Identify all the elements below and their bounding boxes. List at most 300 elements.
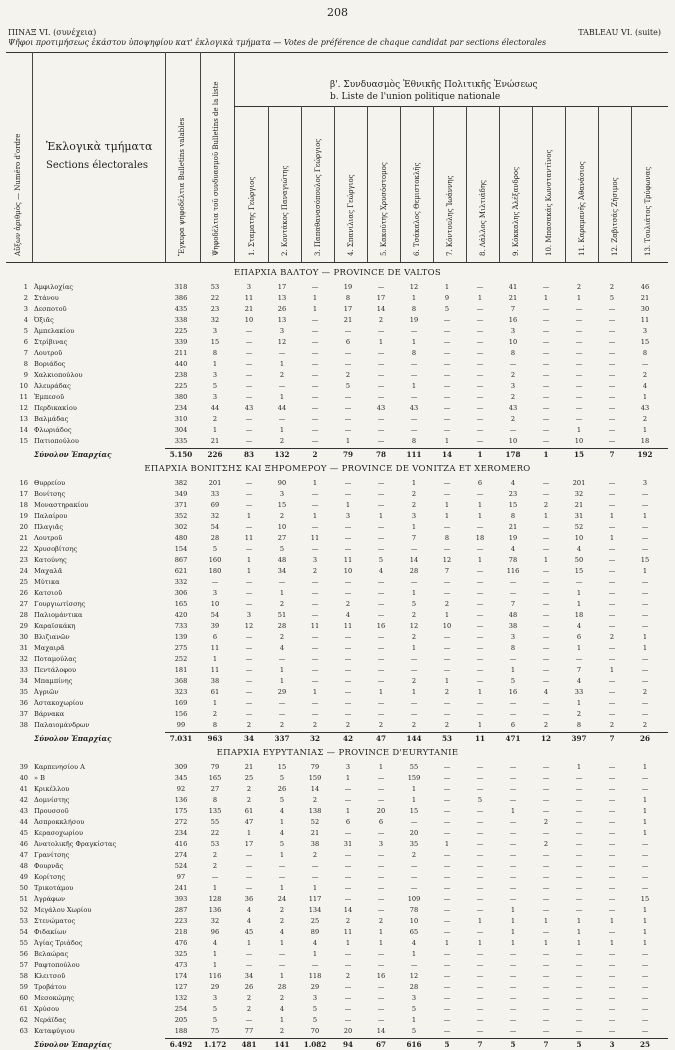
cell-value: — xyxy=(608,873,616,881)
cell-value: — xyxy=(608,327,616,335)
cell-value: 1 xyxy=(378,512,384,520)
cell-value: 4 xyxy=(312,939,318,947)
cell-value: 1 xyxy=(279,1016,285,1024)
cell-value: — xyxy=(311,862,319,870)
cell-value: 2 xyxy=(246,785,252,793)
section-name: Ποταμούλας xyxy=(34,655,77,663)
cell-value: — xyxy=(344,655,352,663)
cell-value: — xyxy=(509,699,517,707)
cell-value: 2 xyxy=(279,600,285,608)
cell-value: 47 xyxy=(244,818,254,826)
cell-value: — xyxy=(542,600,550,608)
section-name: Κορίτσης xyxy=(34,873,66,881)
cell-value: 15 xyxy=(210,338,220,346)
cell-value: 1 xyxy=(609,666,615,674)
cell-value: 188 xyxy=(174,1027,188,1035)
cell-value: — xyxy=(443,950,451,958)
cell-value: — xyxy=(377,600,385,608)
cell-value: 31 xyxy=(574,512,584,520)
cell-value: 5 xyxy=(312,1016,318,1024)
cell-value: 1 xyxy=(642,829,648,837)
cell-value: — xyxy=(344,360,352,368)
cell-value: 12 xyxy=(540,734,551,743)
cell-value: 21 xyxy=(640,294,650,302)
cell-value: 3 xyxy=(411,512,417,520)
cell-value: 287 xyxy=(174,906,188,914)
cell-value: — xyxy=(245,633,253,641)
cell-value: 335 xyxy=(174,437,188,445)
cell-value: — xyxy=(575,983,583,991)
cell-value: 32 xyxy=(210,316,220,324)
cell-value: — xyxy=(245,710,253,718)
cell-value: 2 xyxy=(609,283,615,291)
cell-value: — xyxy=(476,807,484,815)
cell-value: 4 xyxy=(279,829,285,837)
cell-value: — xyxy=(542,633,550,641)
cell-value: — xyxy=(575,906,583,914)
sections-header-gr: Ἐκλογικὰ τμήματα xyxy=(46,140,153,153)
cell-value: 29 xyxy=(210,983,220,991)
cell-value: 6 xyxy=(510,721,516,729)
cell-value: — xyxy=(575,994,583,1002)
section-name: Κλειτσοῦ xyxy=(34,972,66,980)
cell-value: 3 xyxy=(510,382,516,390)
cell-value: 8 xyxy=(212,796,218,804)
cell-value: 1 xyxy=(510,666,516,674)
cell-value: — xyxy=(245,644,253,652)
section-name: Ὀξιᾶς xyxy=(34,316,54,324)
cell-value: 2 xyxy=(312,796,318,804)
cell-value: 136 xyxy=(174,796,188,804)
cell-value: — xyxy=(344,950,352,958)
cell-value: 416 xyxy=(174,840,188,848)
cell-value: — xyxy=(542,611,550,619)
row-number: 22 xyxy=(19,545,28,553)
cell-value: — xyxy=(443,360,451,368)
section-name: Μύτικα xyxy=(34,578,60,586)
cell-value: 2 xyxy=(378,917,384,925)
cell-value: 8 xyxy=(444,534,450,542)
cell-value: — xyxy=(377,873,385,881)
cell-value: — xyxy=(509,578,517,586)
cell-value: 2 xyxy=(345,972,351,980)
cell-value: 4 xyxy=(510,479,516,487)
table-row xyxy=(0,828,675,839)
section-name: Φλωριάδος xyxy=(34,426,72,434)
cell-value: 1 xyxy=(246,512,252,520)
cell-value: — xyxy=(608,774,616,782)
row-number: 40 xyxy=(19,774,28,782)
cell-value: 2 xyxy=(543,721,549,729)
cell-value: — xyxy=(575,371,583,379)
cell-value: — xyxy=(377,699,385,707)
cell-value: 7 xyxy=(609,450,615,459)
cell-value: 1 xyxy=(642,512,648,520)
cell-value: 38 xyxy=(210,677,220,685)
cell-value: — xyxy=(410,873,418,881)
cell-value: — xyxy=(344,862,352,870)
cell-value: 2 xyxy=(543,818,549,826)
cell-value: — xyxy=(509,840,517,848)
cell-value: — xyxy=(344,829,352,837)
cell-value: — xyxy=(476,523,484,531)
cell-value: — xyxy=(377,534,385,542)
cell-value: 3 xyxy=(510,633,516,641)
cell-value: 1 xyxy=(609,917,615,925)
row-number: 19 xyxy=(19,512,28,520)
cell-value: 1 xyxy=(312,479,318,487)
cell-value: — xyxy=(443,862,451,870)
cell-value: — xyxy=(575,393,583,401)
cell-value: 94 xyxy=(342,1040,353,1049)
cell-value: — xyxy=(377,884,385,892)
cell-value: — xyxy=(575,840,583,848)
cell-value: — xyxy=(509,895,517,903)
cell-value: — xyxy=(608,360,616,368)
cell-value: 10 xyxy=(210,600,220,608)
cell-value: 1 xyxy=(642,393,648,401)
table-row xyxy=(0,522,675,533)
cell-value: — xyxy=(245,1016,253,1024)
cell-value: — xyxy=(608,338,616,346)
cell-value: 1 xyxy=(642,796,648,804)
row-number: 18 xyxy=(19,501,28,509)
cell-value: 226 xyxy=(207,450,223,459)
cell-value: 1 xyxy=(576,939,582,947)
cell-value: 1 xyxy=(642,567,648,575)
cell-value: 1 xyxy=(510,939,516,947)
cell-value: 1 xyxy=(212,655,218,663)
cell-value: 4 xyxy=(411,939,417,947)
cell-value: — xyxy=(542,895,550,903)
candidate-header: 12. Ζαβιτσάς Ζήσιμος xyxy=(611,177,619,256)
header-top-rule xyxy=(6,52,668,53)
cell-value: 33 xyxy=(574,688,584,696)
cell-value: — xyxy=(476,305,484,313)
cell-value: 26 xyxy=(639,734,650,743)
cell-value: 1 xyxy=(279,360,285,368)
row-number: 52 xyxy=(19,906,28,914)
table-row xyxy=(0,555,675,566)
row-number: 5 xyxy=(23,327,28,335)
row-number: 56 xyxy=(19,950,28,958)
cell-value: — xyxy=(443,382,451,390)
cell-value: — xyxy=(311,360,319,368)
cell-value: — xyxy=(377,677,385,685)
cell-value: — xyxy=(245,600,253,608)
cell-value: 1 xyxy=(609,534,615,542)
cell-value: 7 xyxy=(609,734,615,743)
cell-value: — xyxy=(476,666,484,674)
cell-value: 1 xyxy=(378,688,384,696)
cell-value: — xyxy=(377,655,385,663)
cell-value: 223 xyxy=(174,917,188,925)
cell-value: 92 xyxy=(176,785,186,793)
cell-value: 2 xyxy=(411,490,417,498)
cell-value: 1 xyxy=(510,906,516,914)
cell-value: 211 xyxy=(174,349,188,357)
cell-value: — xyxy=(245,501,253,509)
cell-value: 1 xyxy=(312,688,318,696)
cell-value: 54 xyxy=(210,611,220,619)
cell-value: — xyxy=(542,523,550,531)
cell-value: 3 xyxy=(609,1040,615,1049)
cell-value: — xyxy=(377,545,385,553)
table-row xyxy=(0,599,675,610)
cell-value: — xyxy=(344,415,352,423)
cell-value: 127 xyxy=(174,983,188,991)
cell-value: — xyxy=(311,611,319,619)
cell-value: 1 xyxy=(576,644,582,652)
cell-value: — xyxy=(311,393,319,401)
section-name: Γουργιωτίσσης xyxy=(34,600,86,608)
cell-value: 2 xyxy=(609,721,615,729)
cell-value: — xyxy=(608,972,616,980)
cell-value: — xyxy=(443,316,451,324)
cell-value: 26 xyxy=(277,785,287,793)
cell-value: — xyxy=(542,534,550,542)
cell-value: 1 xyxy=(444,501,450,509)
cell-value: 1 xyxy=(510,917,516,925)
cell-value: 23 xyxy=(508,490,518,498)
cell-value: 476 xyxy=(174,939,188,947)
cell-value: 181 xyxy=(174,666,188,674)
section-name: Βλιζιανῶν xyxy=(34,633,70,641)
cell-value: — xyxy=(311,578,319,586)
cell-value: 1 xyxy=(345,774,351,782)
cell-value: 234 xyxy=(174,829,188,837)
cell-value: 3 xyxy=(212,589,218,597)
row-number: 38 xyxy=(19,721,28,729)
cell-value: 1 xyxy=(444,283,450,291)
cell-value: 5 xyxy=(510,677,516,685)
candidate-header: 5. Κακούτης Χρυσόστομος xyxy=(380,162,388,256)
cell-value: — xyxy=(476,371,484,379)
cell-value: 4 xyxy=(279,644,285,652)
cell-value: 28 xyxy=(277,622,287,630)
cell-value: 18 xyxy=(475,534,485,542)
sections-header-fr: Sections électorales xyxy=(46,160,149,171)
cell-value: 2 xyxy=(444,721,450,729)
cell-value: 6 xyxy=(345,338,351,346)
cell-value: — xyxy=(311,382,319,390)
cell-value: — xyxy=(245,677,253,685)
cell-value: 165 xyxy=(208,774,222,782)
table-row xyxy=(0,414,675,425)
cell-value: — xyxy=(608,644,616,652)
section-name: Θυρρείου xyxy=(34,479,66,487)
cell-value: — xyxy=(608,622,616,630)
cell-value: — xyxy=(509,873,517,881)
section-name: Μοναστηρακίου xyxy=(34,501,89,509)
cell-value: — xyxy=(278,382,286,390)
cell-value: 89 xyxy=(310,928,320,936)
cell-value: — xyxy=(344,851,352,859)
cell-value: — xyxy=(641,622,649,630)
cell-value: 21 xyxy=(244,305,254,313)
cell-value: 21 xyxy=(508,523,518,531)
cell-value: 1 xyxy=(345,939,351,947)
section-name: Στενώματος xyxy=(34,917,76,925)
table-row xyxy=(0,337,675,348)
cell-value: 28 xyxy=(409,983,419,991)
cell-value: 52 xyxy=(574,523,584,531)
cell-value: — xyxy=(410,655,418,663)
cell-value: — xyxy=(542,283,550,291)
cell-value: — xyxy=(443,666,451,674)
cell-value: — xyxy=(542,479,550,487)
cell-value: 17 xyxy=(244,840,254,848)
cell-value: — xyxy=(211,578,219,586)
table-row xyxy=(0,949,675,960)
cell-value: — xyxy=(542,655,550,663)
cell-value: 14 xyxy=(441,450,452,459)
cell-value: — xyxy=(410,415,418,423)
row-number: 59 xyxy=(19,983,28,991)
cell-value: 345 xyxy=(174,774,188,782)
cell-value: — xyxy=(608,862,616,870)
cell-value: — xyxy=(410,818,418,826)
cell-value: — xyxy=(344,479,352,487)
cell-value: — xyxy=(641,961,649,969)
cell-value: 1 xyxy=(543,512,549,520)
cell-value: 8 xyxy=(411,349,417,357)
cell-value: — xyxy=(641,611,649,619)
cell-value: 23 xyxy=(210,305,220,313)
cell-value: 1 xyxy=(246,567,252,575)
cell-value: — xyxy=(443,479,451,487)
cell-value: — xyxy=(344,1016,352,1024)
cell-value: 2 xyxy=(411,611,417,619)
cell-value: — xyxy=(311,316,319,324)
cell-value: — xyxy=(476,906,484,914)
cell-value: 2 xyxy=(246,796,252,804)
cell-value: — xyxy=(575,796,583,804)
cell-value: 7.031 xyxy=(169,734,193,743)
cell-value: — xyxy=(443,763,451,771)
cell-value: 15 xyxy=(640,895,650,903)
cell-value: — xyxy=(344,644,352,652)
cell-value: 2 xyxy=(246,994,252,1002)
cell-value: 1 xyxy=(411,644,417,652)
cell-value: 1 xyxy=(477,688,483,696)
section-name: Στάνου xyxy=(34,294,59,302)
cell-value: — xyxy=(542,316,550,324)
cell-value: — xyxy=(641,862,649,870)
row-number: 50 xyxy=(19,884,28,892)
section-name: Ἀστακοχωρίου xyxy=(34,699,84,707)
cell-value: — xyxy=(641,655,649,663)
table-row xyxy=(0,698,675,709)
cell-value: — xyxy=(443,796,451,804)
cell-value: 8 xyxy=(576,721,582,729)
cell-value: — xyxy=(443,994,451,1002)
cell-value: — xyxy=(443,829,451,837)
section-name: Χαλκιοπούλου xyxy=(34,371,83,379)
cell-value: — xyxy=(344,490,352,498)
cell-value: — xyxy=(509,829,517,837)
cell-value: 48 xyxy=(277,556,287,564)
cell-value: — xyxy=(344,895,352,903)
cell-value: 963 xyxy=(207,734,223,743)
cell-value: 1 xyxy=(212,699,218,707)
cell-value: 3 xyxy=(212,994,218,1002)
cell-value: 5 xyxy=(345,382,351,390)
cell-value: — xyxy=(608,578,616,586)
cell-value: 5 xyxy=(510,1040,516,1049)
cell-value: — xyxy=(608,818,616,826)
cell-value: 2 xyxy=(444,600,450,608)
cell-value: 272 xyxy=(174,818,188,826)
cell-value: — xyxy=(575,818,583,826)
cell-value: 440 xyxy=(174,360,188,368)
cell-value: — xyxy=(575,950,583,958)
cell-value: — xyxy=(245,523,253,531)
cell-value: — xyxy=(509,884,517,892)
cell-value: — xyxy=(476,655,484,663)
row-number: 6 xyxy=(23,338,28,346)
cell-value: — xyxy=(641,1005,649,1013)
cell-value: — xyxy=(509,851,517,859)
cell-value: 109 xyxy=(407,895,421,903)
cell-value: — xyxy=(476,393,484,401)
cell-value: — xyxy=(377,490,385,498)
cell-value: 19 xyxy=(508,534,518,542)
cell-value: — xyxy=(377,950,385,958)
cell-value: — xyxy=(476,382,484,390)
cell-value: 21 xyxy=(310,829,320,837)
cell-value: 15 xyxy=(573,450,584,459)
cell-value: 12 xyxy=(409,622,419,630)
cell-value: 116 xyxy=(506,567,520,575)
section-name: Προυσσοῦ xyxy=(34,807,69,815)
cell-value: 3 xyxy=(246,283,252,291)
table-row xyxy=(0,511,675,522)
cell-value: — xyxy=(344,523,352,531)
cell-value: 8 xyxy=(510,349,516,357)
section-name: Δομνίστης xyxy=(34,796,70,804)
cell-value: — xyxy=(542,710,550,718)
cell-value: 1 xyxy=(279,851,285,859)
cell-value: 97 xyxy=(176,873,186,881)
cell-value: 1 xyxy=(444,677,450,685)
cell-value: 867 xyxy=(174,556,188,564)
cell-value: — xyxy=(311,655,319,663)
cell-value: 2 xyxy=(345,917,351,925)
cell-value: — xyxy=(311,644,319,652)
cell-value: 43 xyxy=(376,404,386,412)
table-row xyxy=(0,381,675,392)
table-row xyxy=(0,370,675,381)
cell-value: — xyxy=(641,490,649,498)
cell-value: — xyxy=(509,994,517,1002)
cell-value: 352 xyxy=(174,512,188,520)
cell-value: — xyxy=(608,994,616,1002)
row-number: 14 xyxy=(19,426,28,434)
cell-value: 11 xyxy=(310,622,320,630)
cell-value: 1 xyxy=(642,818,648,826)
cell-value: 28 xyxy=(409,567,419,575)
cell-value: 337 xyxy=(274,734,290,743)
cell-value: — xyxy=(476,316,484,324)
section-name: Κατούνης xyxy=(34,556,67,564)
cell-value: — xyxy=(245,666,253,674)
section-name: Περδικακίου xyxy=(34,404,77,412)
cell-value: 29 xyxy=(310,983,320,991)
cell-value: — xyxy=(608,699,616,707)
candidate-header: 6. Τσάκαλος Θεμιστοκλῆς xyxy=(413,162,421,256)
cell-value: 4 xyxy=(378,567,384,575)
